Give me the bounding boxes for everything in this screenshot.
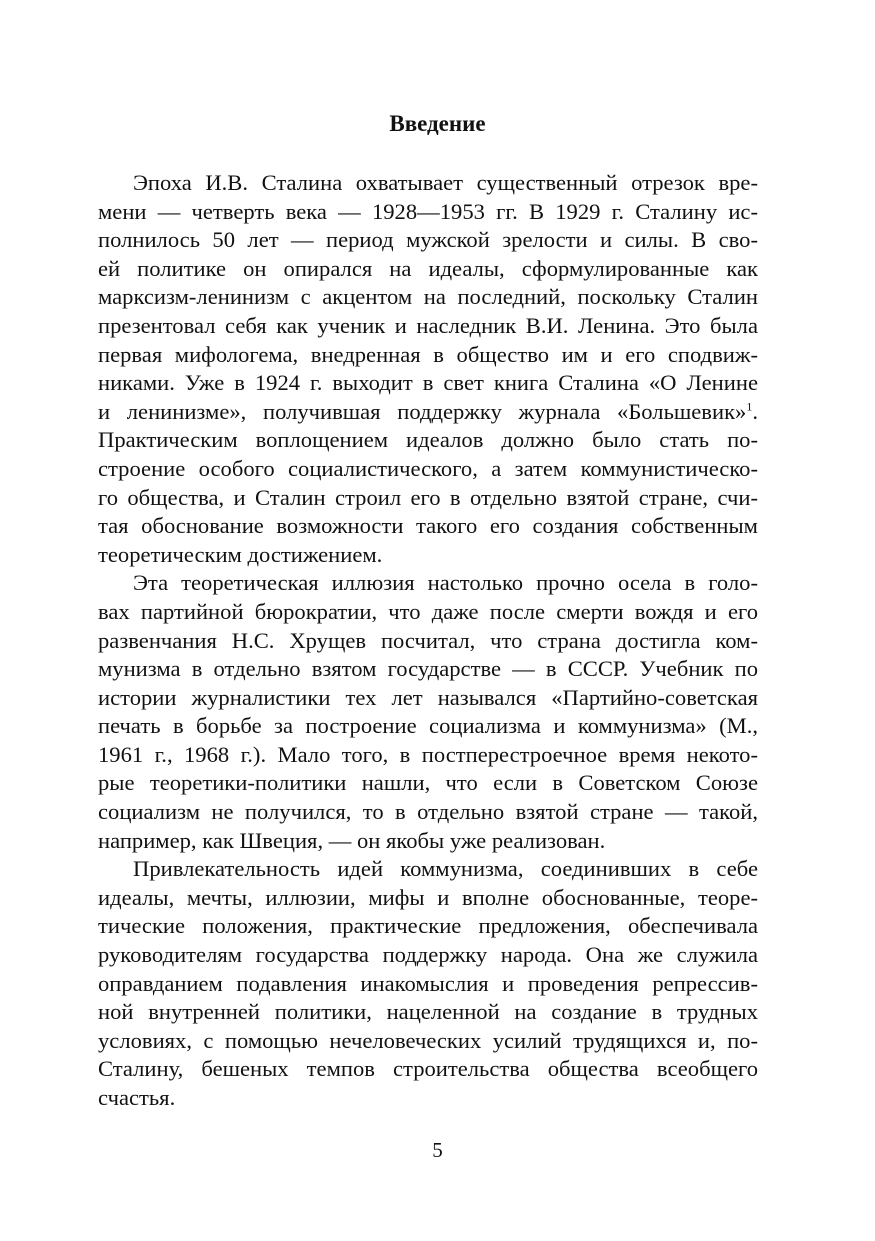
text-line: Эпоха И.В. Сталина охватывает существенный отрезок вре- [133, 170, 758, 195]
text-line: мени — четверть века — 1928—1953 гг. В 1929 г. Сталину ис- [98, 198, 758, 224]
text-line: мунизма в отдельно взятом государстве — в СССР. Учебник по [98, 656, 758, 682]
text-line: Практическим воплощением идеалов должно было стать по- [98, 427, 758, 453]
text-line: условиях, с помощью нечеловеческих усилий трудящихся и, по- [98, 1027, 758, 1053]
paragraph-3 [98, 855, 758, 1112]
text-line: ной внутренней политики, нацеленной на создание в трудных [98, 999, 758, 1025]
text-line: первая мифологема, внедренная в общество им и его сподвиж- [98, 341, 758, 367]
text-line: оправданием подавления инакомыслия и проведения репрессив- [98, 970, 758, 996]
text-line: го общества, и Сталин строил его в отдельно взятой стране, счи- [98, 484, 758, 510]
text-line: Сталину, бешеных темпов строительства общества всеобщего [98, 1056, 758, 1082]
text-segment: и ленинизме», получившая поддержку журнала «Большевик» [98, 398, 747, 424]
text-line: рые теоретики-политики нашли, что если в Советском Союзе [98, 770, 758, 796]
chapter-title: Введение [389, 111, 486, 136]
text-line: вах партийной бюрократии, что даже после смерти вождя и его [98, 598, 758, 624]
footnote-reference[interactable]: 1 [746, 399, 753, 414]
text-line-with-footnote [98, 398, 758, 427]
text-line: социализм не получился, то в отдельно взятой стране — такой, [98, 799, 758, 825]
text-line: теоретическим достижением. [98, 541, 383, 567]
text-line: развенчания Н.С. Хрущев посчитал, что страна достигла ком- [98, 627, 758, 653]
text-line: Привлекательность идей коммунизма, соединивших в себе [133, 856, 758, 882]
text-line: печать в борьбе за построение социализма и коммунизма» (М., [98, 713, 758, 739]
paragraph-1 [98, 169, 758, 569]
text-line: презентовал себя как ученик и наследник В.И. Ленина. Это была [98, 312, 758, 338]
text-line: идеалы, мечты, иллюзии, мифы и вполне обоснованные, теоре- [98, 884, 758, 910]
text-line: счастья. [98, 1085, 176, 1110]
text-line: строение особого социалистического, а затем коммунистическо- [98, 455, 758, 481]
text-line: полнилось 50 лет — период мужской зрелости и силы. В сво- [98, 227, 758, 253]
text-line: Эта теоретическая иллюзия настолько прочно осела в голо- [133, 570, 758, 596]
text-line: тая обоснование возможности такого его создания собственным [98, 513, 758, 539]
text-line: руководителям государства поддержку народа. Она же служила [98, 942, 758, 968]
text-line: ей политике он опирался на идеалы, сформулированные как [98, 255, 758, 281]
text-line: никами. Уже в 1924 г. выходит в свет книга Сталина «О Ленине [98, 370, 758, 396]
page-number: 5 [432, 1138, 443, 1162]
text-line: марксизм-ленинизм с акцентом на последний, поскольку Сталин [98, 284, 758, 310]
text-line: тические положения, практические предложения, обеспечивала [98, 913, 758, 939]
text-line: 1961 г., 1968 г.). Мало того, в постперестроечное время некото- [98, 741, 758, 767]
text-line: например, как Швеция, — он якобы уже реализован. [98, 827, 606, 853]
body-text [98, 169, 758, 1113]
text-line: истории журналистики тех лет назывался «Партийно-советская [98, 684, 758, 710]
text-segment: . [752, 398, 758, 424]
paragraph-2 [98, 569, 758, 855]
